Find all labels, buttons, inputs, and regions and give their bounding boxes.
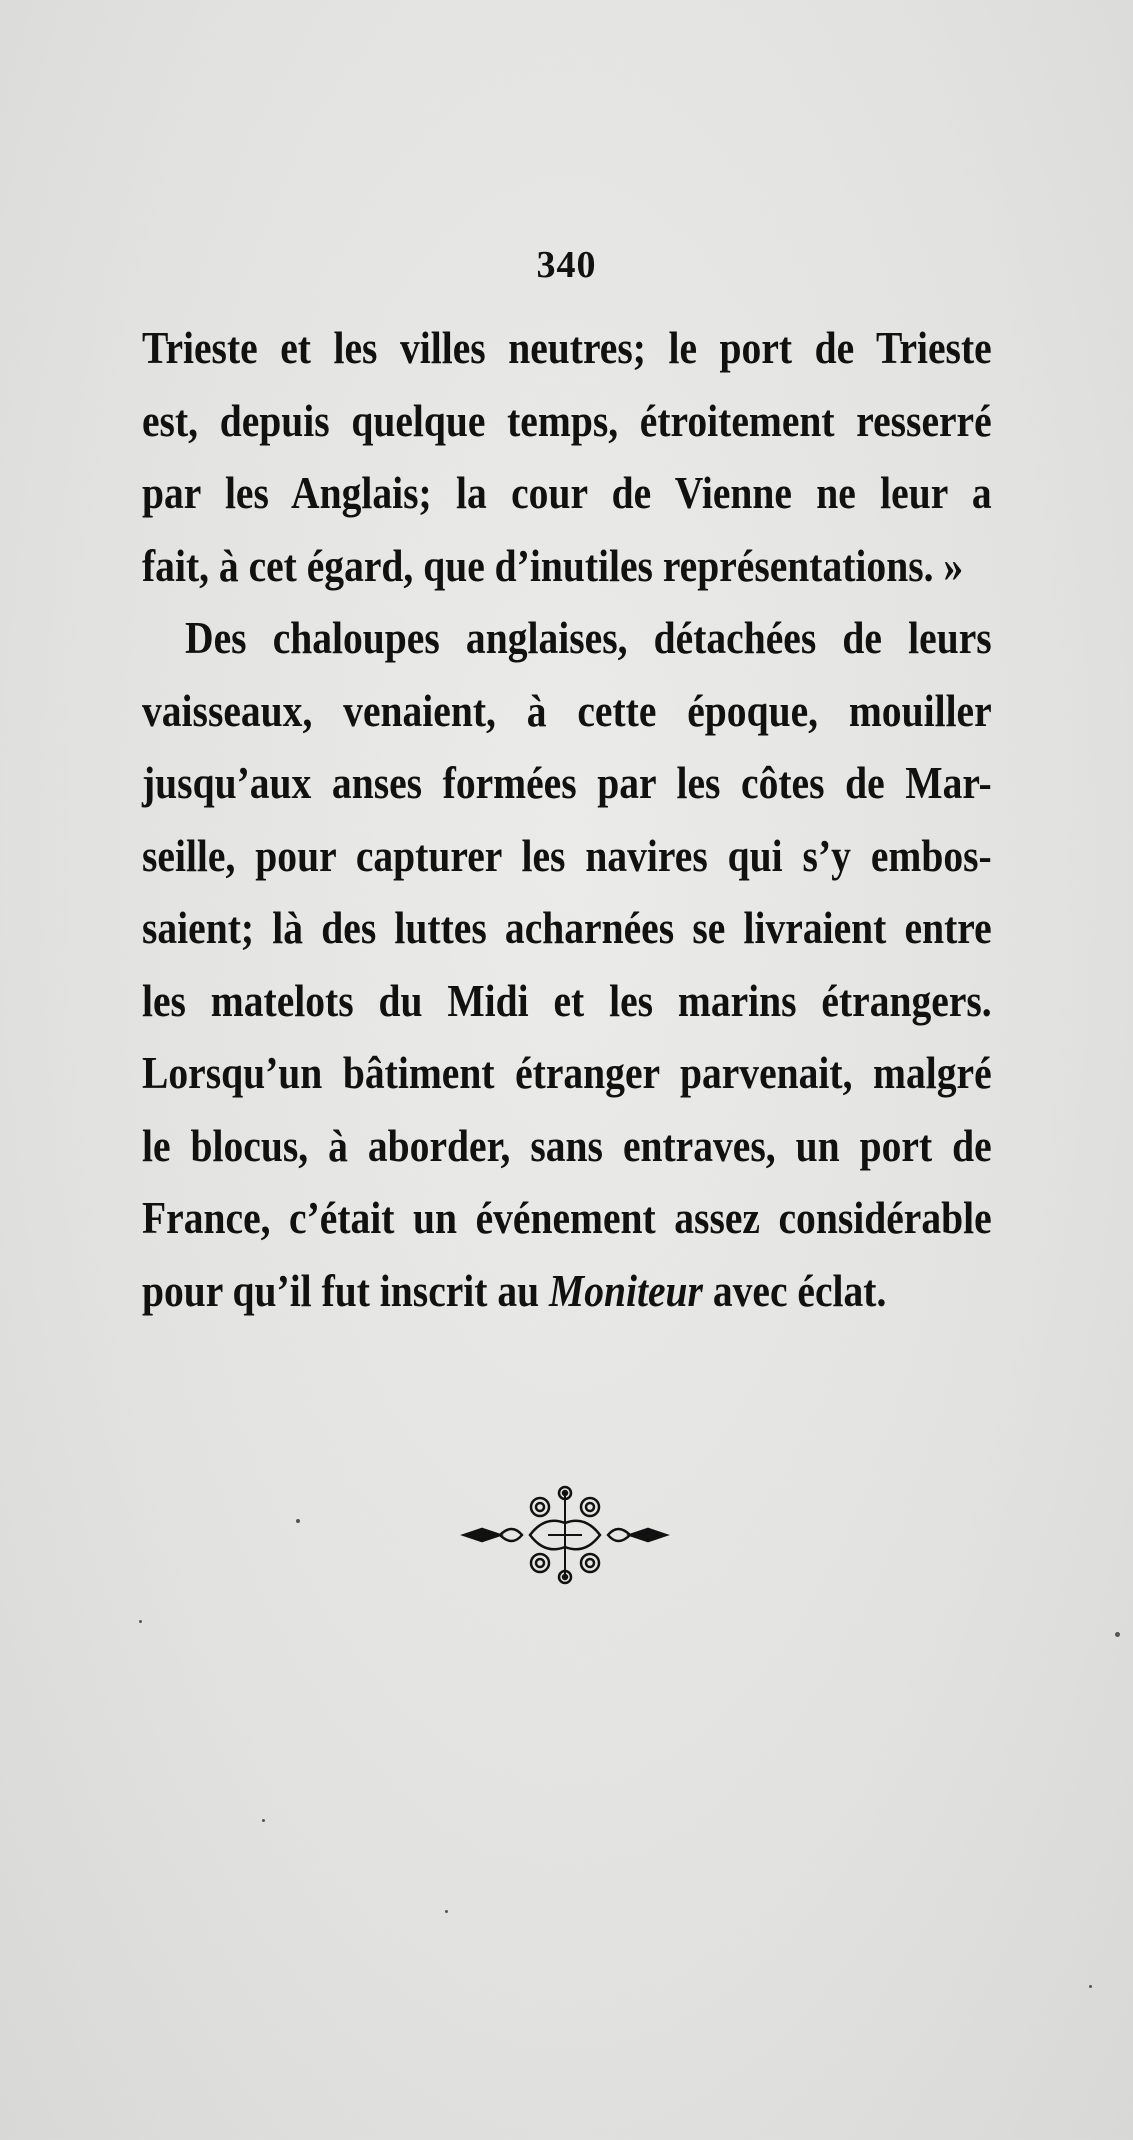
text-line: saient; là des luttes acharnées se livraient entre	[142, 902, 992, 953]
text-line: les matelots du Midi et les marins étrangers.	[142, 974, 992, 1026]
italic-title: Moniteur	[549, 1264, 703, 1316]
text-line: est, depuis quelque temps, étroitement resserré	[142, 394, 992, 446]
paper-speck	[1089, 1985, 1092, 1988]
text-line: Lorsqu’un bâtiment étranger parvenait, malgré	[142, 1047, 992, 1098]
text-line: vaisseaux, venaient, à cette époque, mouiller	[142, 684, 992, 736]
text-line: seille, pour capturer les navires qui s’y embos-	[142, 829, 992, 881]
body-text	[142, 318, 992, 1333]
paper-speck	[445, 1910, 448, 1913]
text-fragment: avec éclat.	[702, 1264, 887, 1316]
paper-speck	[1115, 1632, 1120, 1637]
paper-speck	[139, 1620, 142, 1623]
text-line: jusqu’aux anses formées par les côtes de Mar-	[142, 757, 992, 808]
text-line: le blocus, à aborder, sans entraves, un port de	[142, 1119, 992, 1171]
text-line: Des chaloupes anglaises, détachées de leurs	[185, 612, 992, 663]
paper-speck	[262, 1819, 265, 1822]
text-line: fait, à cet égard, que d’inutiles représentations. »	[142, 539, 964, 591]
text-line	[142, 1261, 992, 1334]
text-line: Trieste et les villes neutres; le port de Trieste	[142, 322, 992, 373]
text-line: par les Anglais; la cour de Vienne ne leur a	[142, 467, 992, 518]
text-fragment: pour qu’il fut inscrit au	[142, 1264, 550, 1316]
text-line: France, c’était un événement assez considérable	[142, 1192, 992, 1243]
fleuron-ornament	[460, 1485, 670, 1585]
page-number: 340	[536, 244, 597, 286]
paper-speck	[296, 1519, 300, 1523]
